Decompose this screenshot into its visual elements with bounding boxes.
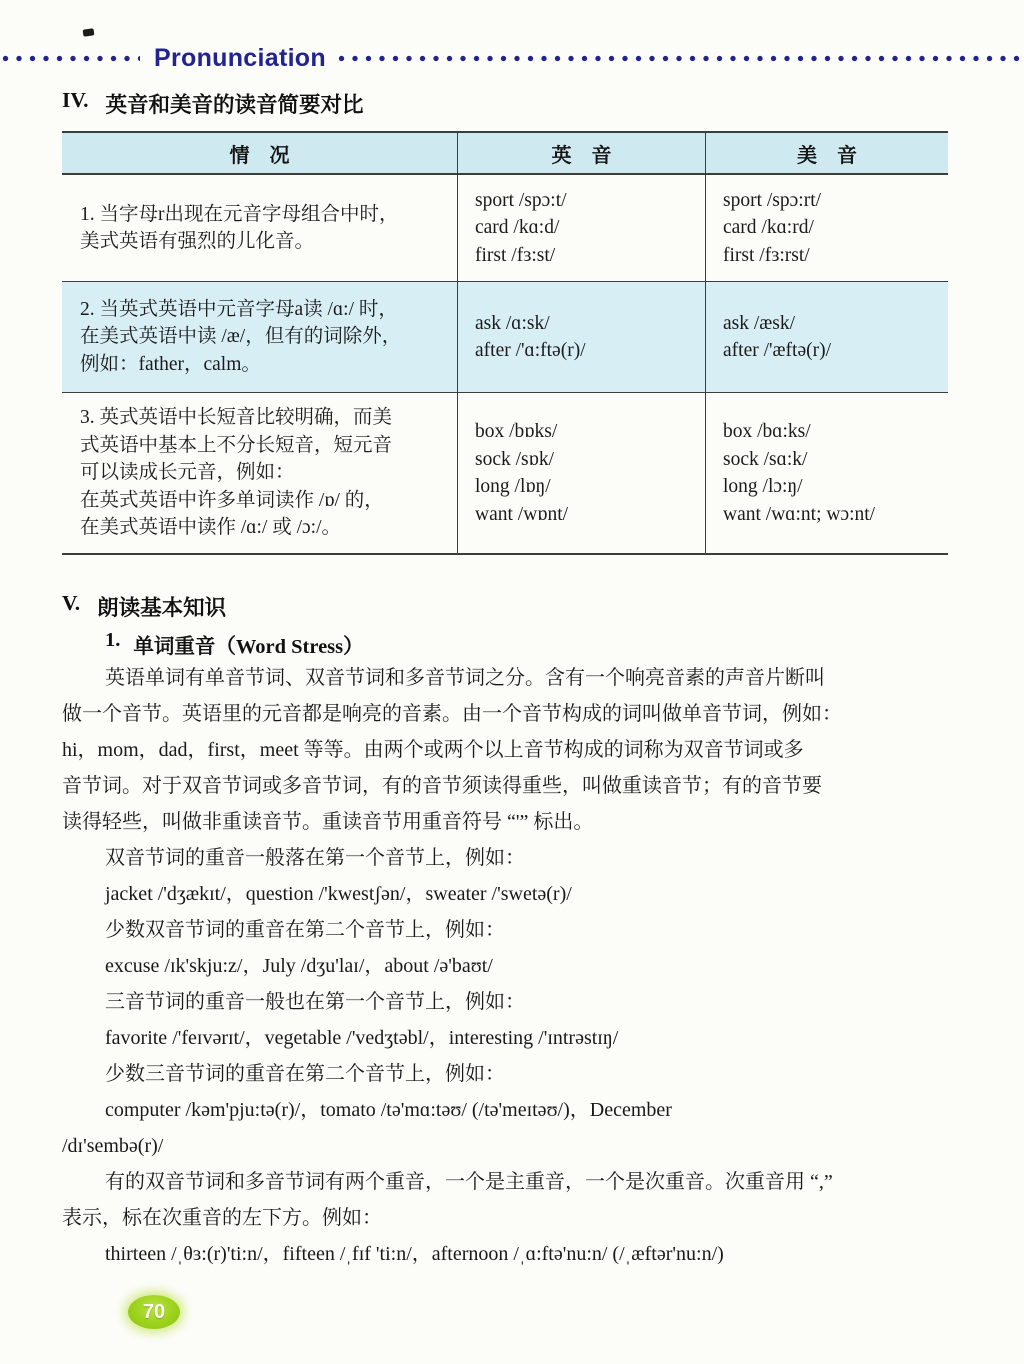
situation-line: 在美式英语中读 /æ/，但有的词除外， [80,326,402,348]
body-line: 双音节词的重音一般落在第一个音节上，例如： [105,847,525,869]
phonetic-line: sport /spɔ:rt/ [723,189,822,211]
american-cell [705,393,948,553]
table-row [62,393,948,553]
american-cell [705,282,948,392]
phonetic-line: first /fɜ:rst/ [723,244,810,266]
phonetic-line: long /lɒŋ/ [475,476,551,497]
phonetic-line: sock /sɑ:k/ [723,448,808,470]
table-header-british: 英 音 [457,133,705,173]
section-4-title: 英音和美音的读音简要对比 [105,93,364,117]
dotted-rule-left [2,55,140,62]
situation-line: 在美式英语中读作 /ɑ:/ 或 /ɔ:/。 [80,517,341,539]
body-line: 表示，标在次重音的左下方。例如： [62,1207,382,1229]
phonetic-line: card /kɑ:rd/ [723,217,814,239]
phonetic-line: first /fɜ:st/ [475,244,556,266]
body-line: 有的双音节词和多音节词有两个重音，一个是主重音，一个是次重音。次重音用 “,” [105,1171,833,1193]
phonetic-line: ask /ɑ:sk/ [475,312,550,334]
situation-line: 美式英语有强烈的儿化音。 [80,231,315,252]
section-4-heading [62,88,364,119]
situation-line: 3. 英式英语中长短音比较明确，而美 [80,407,393,429]
body-line: 三音节词的重音一般也在第一个音节上，例如： [105,991,525,1013]
table-header-american: 美 音 [705,133,948,173]
pronunciation-comparison-table [62,131,948,555]
body-line: computer /kəm'pju:tə(r)/，tomato /tə'mɑ:təʊ/ (/tə'meɪtəʊ/)，December [105,1099,672,1121]
section-4-numeral: IV. [62,88,89,112]
body-line: 英语单词有单音节词、双音节词和多音节词之分。含有一个响亮音素的声音片断叫 [105,667,825,689]
subsection-heading [105,629,364,659]
phonetic-line: box /bɒks/ [475,421,558,442]
phonetic-line: long /lɔ:ŋ/ [723,476,803,497]
british-cell [457,175,705,281]
phonetic-line: box /bɑ:ks/ [723,421,811,442]
phonetic-line: card /kɑ:d/ [475,217,560,239]
section-5-heading [62,591,226,622]
american-cell [705,175,948,281]
situation-line: 可以读成长元音，例如： [80,462,295,484]
phonetic-line: sock /sɒk/ [475,448,554,470]
phonetic-line: after /'ɑ:ftə(r)/ [475,340,586,361]
body-line: thirteen /ˌθɜ:(r)'ti:n/，fifteen /ˌfɪf 'ti:n/，afternoon /ˌɑ:ftə'nu:n/ (/ˌæftər'nu:n/) [105,1243,724,1265]
situation-line: 1. 当字母r出现在元音字母组合中时， [80,203,399,225]
word-stress-body [62,660,842,1272]
body-line: favorite /'feɪvərɪt/，vegetable /'vedʒtəbl/，interesting /'ɪntrəstɪŋ/ [105,1027,619,1049]
table-header-situation: 情 况 [229,144,290,167]
section-5-numeral: V. [62,591,81,615]
pronunciation-label: Pronunciation [154,43,326,72]
situation-line: 例如：father，calm。 [80,353,261,375]
body-line: jacket /'dʒækɪt/，question /'kwestʃən/，sweater /'swetə(r)/ [105,883,572,905]
body-line: 音节词。对于双音节词或多音节词，有的音节须读得重些，叫做重读音节；有的音节要 [62,775,822,797]
phonetic-line: sport /spɔ:t/ [475,189,567,211]
british-cell [457,282,705,392]
dotted-rule-right [338,55,1024,62]
phonetic-line: after /'æftə(r)/ [723,340,831,361]
page-header-rule [2,44,1024,72]
phonetic-line: want /wɒnt/ [475,503,569,525]
ink-speck [83,28,95,36]
page-number-badge: 70 [128,1295,180,1329]
situation-line: 在英式英语中许多单词读作 /ɒ/ 的， [80,489,384,511]
table-header-row [62,133,948,175]
body-line: 少数三音节词的重音在第二个音节上，例如： [105,1063,505,1085]
situation-cell [62,393,457,553]
body-line: excuse /ɪk'skju:z/，July /dʒu'laɪ/，about /ə'baʊt/ [105,955,493,977]
body-line: 做一个音节。英语里的元音都是响亮的音素。由一个音节构成的词叫做单音节词，例如： [62,703,842,725]
phonetic-line: ask /æsk/ [723,312,796,334]
situation-cell [62,282,457,392]
table-row [62,175,948,282]
body-line: /dɪ'sembə(r)/ [62,1135,164,1157]
table-row [62,282,948,393]
situation-line: 2. 当英式英语中元音字母a读 /ɑ:/ 时， [80,298,398,320]
subsection-title: 单词重音（Word Stress） [133,636,364,658]
section-5-title: 朗读基本知识 [97,596,227,620]
body-line: 少数双音节词的重音在第二个音节上，例如： [105,919,505,941]
body-line: hi，mom，dad，first，meet 等等。由两个或两个以上音节构成的词称为双音节词或多 [62,739,804,761]
situation-line: 式英语中基本上不分长短音，短元音 [80,434,393,456]
body-line: 读得轻些，叫做非重读音节。重读音节用重音符号 “'” 标出。 [62,811,594,833]
situation-cell [62,175,457,281]
british-cell [457,393,705,553]
subsection-numeral: 1. [105,629,121,651]
phonetic-line: want /wɑ:nt; wɔ:nt/ [723,503,876,525]
